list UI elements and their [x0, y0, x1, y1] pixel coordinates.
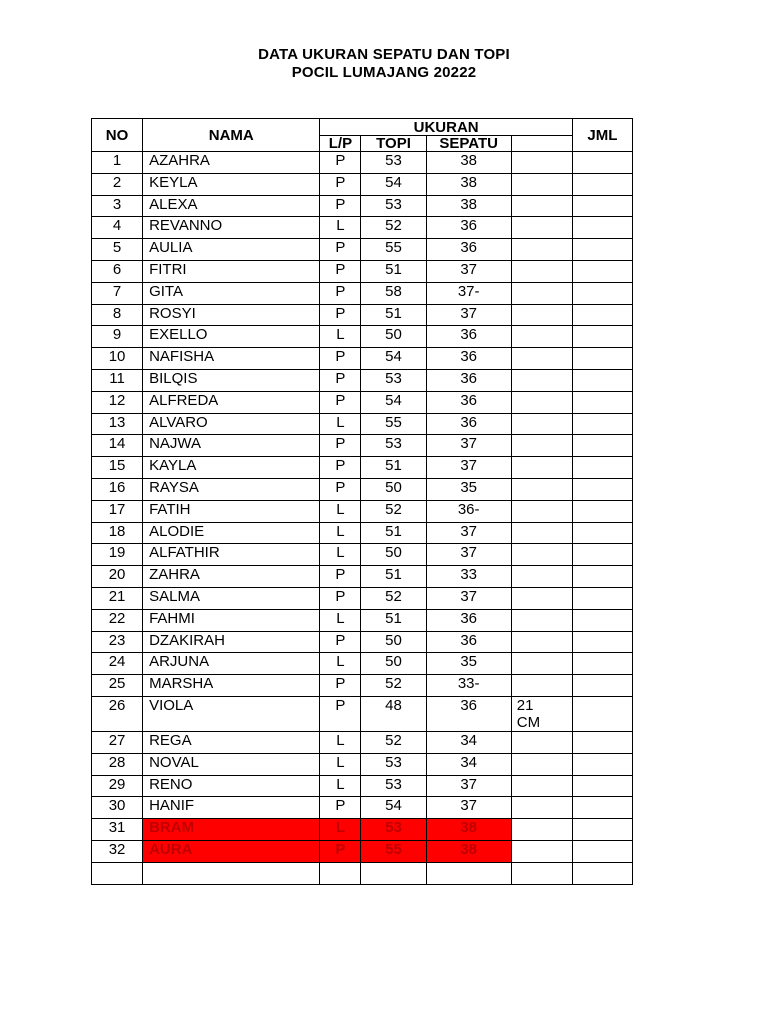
- cell-extra: [511, 152, 572, 174]
- cell-lp: L: [320, 326, 361, 348]
- cell-jml: [572, 304, 632, 326]
- cell-sepatu: 38: [426, 173, 511, 195]
- cell-lp: L: [320, 819, 361, 841]
- cell-no: 11: [92, 369, 143, 391]
- cell-topi: 55: [361, 239, 426, 261]
- cell-sepatu: 38: [426, 152, 511, 174]
- cell-lp: L: [320, 217, 361, 239]
- cell-nama: RAYSA: [143, 478, 320, 500]
- cell-no: 2: [92, 173, 143, 195]
- cell-jml: [572, 609, 632, 631]
- cell-extra: [511, 675, 572, 697]
- cell-topi: 51: [361, 457, 426, 479]
- cell-sepatu: 36: [426, 696, 511, 731]
- cell-jml: [572, 435, 632, 457]
- cell-no: 17: [92, 500, 143, 522]
- cell-no: 19: [92, 544, 143, 566]
- cell-sepatu: 36: [426, 369, 511, 391]
- cell-nama: NOVAL: [143, 753, 320, 775]
- cell-no: 8: [92, 304, 143, 326]
- cell-topi: 51: [361, 566, 426, 588]
- cell-sepatu: 38: [426, 840, 511, 862]
- cell-topi: 50: [361, 544, 426, 566]
- cell-lp: P: [320, 195, 361, 217]
- table-row: [92, 775, 633, 797]
- cell-lp: L: [320, 753, 361, 775]
- cell-extra: 21 CM: [511, 696, 572, 731]
- cell-jml: [572, 675, 632, 697]
- cell-topi: 50: [361, 631, 426, 653]
- cell-topi: 50: [361, 653, 426, 675]
- cell-lp: P: [320, 675, 361, 697]
- header-sepatu: SEPATU: [426, 136, 511, 152]
- cell-no: 7: [92, 282, 143, 304]
- table-row: [92, 457, 633, 479]
- cell-nama: BRAM: [143, 819, 320, 841]
- cell-lp: P: [320, 173, 361, 195]
- cell-no: 16: [92, 478, 143, 500]
- cell-extra: [511, 173, 572, 195]
- empty-cell: [572, 862, 632, 884]
- cell-sepatu: 36: [426, 326, 511, 348]
- cell-sepatu: 36: [426, 631, 511, 653]
- cell-sepatu: 36-: [426, 500, 511, 522]
- cell-no: 13: [92, 413, 143, 435]
- cell-extra: [511, 282, 572, 304]
- table-row: [92, 348, 633, 370]
- cell-jml: [572, 348, 632, 370]
- cell-lp: L: [320, 731, 361, 753]
- cell-no: 3: [92, 195, 143, 217]
- cell-topi: 53: [361, 819, 426, 841]
- cell-nama: MARSHA: [143, 675, 320, 697]
- cell-nama: ALFREDA: [143, 391, 320, 413]
- cell-no: 1: [92, 152, 143, 174]
- cell-no: 23: [92, 631, 143, 653]
- cell-no: 27: [92, 731, 143, 753]
- cell-nama: ALEXA: [143, 195, 320, 217]
- cell-nama: EXELLO: [143, 326, 320, 348]
- table-row: [92, 282, 633, 304]
- cell-sepatu: 34: [426, 731, 511, 753]
- cell-topi: 51: [361, 522, 426, 544]
- cell-sepatu: 37: [426, 587, 511, 609]
- cell-topi: 53: [361, 369, 426, 391]
- cell-extra: [511, 587, 572, 609]
- cell-extra: [511, 326, 572, 348]
- cell-no: 29: [92, 775, 143, 797]
- cell-sepatu: 37: [426, 260, 511, 282]
- table-row: [92, 260, 633, 282]
- cell-no: 12: [92, 391, 143, 413]
- table-row: [92, 653, 633, 675]
- cell-nama: FATIH: [143, 500, 320, 522]
- cell-topi: 54: [361, 173, 426, 195]
- cell-no: 31: [92, 819, 143, 841]
- cell-nama: SALMA: [143, 587, 320, 609]
- cell-sepatu: 33-: [426, 675, 511, 697]
- table-row: [92, 675, 633, 697]
- cell-lp: P: [320, 348, 361, 370]
- table-row: [92, 500, 633, 522]
- cell-lp: P: [320, 566, 361, 588]
- cell-sepatu: 38: [426, 819, 511, 841]
- cell-no: 22: [92, 609, 143, 631]
- cell-nama: KEYLA: [143, 173, 320, 195]
- cell-no: 4: [92, 217, 143, 239]
- cell-lp: P: [320, 435, 361, 457]
- cell-lp: P: [320, 631, 361, 653]
- cell-extra: [511, 239, 572, 261]
- cell-nama: AULIA: [143, 239, 320, 261]
- cell-nama: DZAKIRAH: [143, 631, 320, 653]
- cell-nama: VIOLA: [143, 696, 320, 731]
- cell-extra: [511, 457, 572, 479]
- table-row: [92, 731, 633, 753]
- table-row: [92, 819, 633, 841]
- cell-lp: P: [320, 391, 361, 413]
- empty-cell: [511, 862, 572, 884]
- header-ukuran: UKURAN: [320, 119, 572, 136]
- table-row: [92, 631, 633, 653]
- cell-extra: [511, 413, 572, 435]
- table-body: [92, 152, 633, 885]
- cell-sepatu: 37: [426, 775, 511, 797]
- cell-jml: [572, 239, 632, 261]
- table-row: [92, 152, 633, 174]
- cell-lp: P: [320, 282, 361, 304]
- cell-jml: [572, 413, 632, 435]
- cell-lp: L: [320, 413, 361, 435]
- cell-topi: 50: [361, 478, 426, 500]
- cell-jml: [572, 653, 632, 675]
- cell-sepatu: 36: [426, 391, 511, 413]
- cell-nama: NAJWA: [143, 435, 320, 457]
- cell-no: 21: [92, 587, 143, 609]
- cell-lp: P: [320, 587, 361, 609]
- cell-nama: ARJUNA: [143, 653, 320, 675]
- cell-extra: [511, 775, 572, 797]
- cell-jml: [572, 195, 632, 217]
- cell-sepatu: 36: [426, 217, 511, 239]
- cell-extra: [511, 217, 572, 239]
- cell-no: 32: [92, 840, 143, 862]
- cell-jml: [572, 797, 632, 819]
- table-row: [92, 304, 633, 326]
- cell-lp: P: [320, 260, 361, 282]
- cell-sepatu: 35: [426, 478, 511, 500]
- cell-sepatu: 36: [426, 609, 511, 631]
- cell-jml: [572, 217, 632, 239]
- cell-jml: [572, 731, 632, 753]
- table-row: [92, 217, 633, 239]
- cell-topi: 53: [361, 435, 426, 457]
- cell-no: 10: [92, 348, 143, 370]
- cell-no: 28: [92, 753, 143, 775]
- cell-lp: L: [320, 609, 361, 631]
- table-row: [92, 522, 633, 544]
- cell-sepatu: 37: [426, 522, 511, 544]
- cell-nama: AZAHRA: [143, 152, 320, 174]
- cell-jml: [572, 457, 632, 479]
- cell-extra: [511, 195, 572, 217]
- cell-nama: RENO: [143, 775, 320, 797]
- cell-extra: [511, 348, 572, 370]
- cell-nama: REVANNO: [143, 217, 320, 239]
- cell-no: 30: [92, 797, 143, 819]
- table-row: [92, 609, 633, 631]
- header-jml: JML: [572, 119, 632, 152]
- header-lp: L/P: [320, 136, 361, 152]
- cell-jml: [572, 753, 632, 775]
- table-row: [92, 544, 633, 566]
- cell-lp: L: [320, 544, 361, 566]
- cell-topi: 50: [361, 326, 426, 348]
- empty-cell: [143, 862, 320, 884]
- cell-nama: FITRI: [143, 260, 320, 282]
- cell-jml: [572, 840, 632, 862]
- cell-nama: BILQIS: [143, 369, 320, 391]
- cell-lp: P: [320, 478, 361, 500]
- cell-no: 6: [92, 260, 143, 282]
- header-topi: TOPI: [361, 136, 426, 152]
- cell-no: 24: [92, 653, 143, 675]
- cell-sepatu: 37: [426, 304, 511, 326]
- header-no: NO: [92, 119, 143, 152]
- table-row: [92, 369, 633, 391]
- cell-extra: [511, 653, 572, 675]
- cell-jml: [572, 326, 632, 348]
- cell-lp: L: [320, 775, 361, 797]
- cell-jml: [572, 819, 632, 841]
- cell-topi: 52: [361, 500, 426, 522]
- cell-jml: [572, 369, 632, 391]
- cell-sepatu: 37: [426, 544, 511, 566]
- cell-topi: 54: [361, 797, 426, 819]
- cell-nama: KAYLA: [143, 457, 320, 479]
- table-row: [92, 797, 633, 819]
- cell-lp: P: [320, 696, 361, 731]
- cell-no: 9: [92, 326, 143, 348]
- cell-jml: [572, 173, 632, 195]
- cell-lp: P: [320, 840, 361, 862]
- empty-cell: [320, 862, 361, 884]
- cell-extra: [511, 840, 572, 862]
- cell-no: 5: [92, 239, 143, 261]
- cell-extra: [511, 731, 572, 753]
- cell-lp: P: [320, 369, 361, 391]
- cell-extra: [511, 522, 572, 544]
- cell-jml: [572, 478, 632, 500]
- cell-extra: [511, 609, 572, 631]
- table-row: [92, 195, 633, 217]
- cell-nama: ROSYI: [143, 304, 320, 326]
- cell-extra: [511, 478, 572, 500]
- table-row: [92, 239, 633, 261]
- cell-nama: ALVARO: [143, 413, 320, 435]
- cell-extra: [511, 819, 572, 841]
- cell-lp: P: [320, 152, 361, 174]
- cell-nama: ALFATHIR: [143, 544, 320, 566]
- cell-lp: L: [320, 500, 361, 522]
- cell-sepatu: 33: [426, 566, 511, 588]
- cell-sepatu: 37: [426, 435, 511, 457]
- table-row: [92, 173, 633, 195]
- cell-extra: [511, 391, 572, 413]
- cell-topi: 52: [361, 217, 426, 239]
- empty-row: [92, 862, 633, 884]
- cell-sepatu: 34: [426, 753, 511, 775]
- cell-nama: FAHMI: [143, 609, 320, 631]
- cell-extra: [511, 797, 572, 819]
- cell-jml: [572, 544, 632, 566]
- cell-lp: P: [320, 239, 361, 261]
- cell-topi: 55: [361, 840, 426, 862]
- table-row: [92, 566, 633, 588]
- cell-topi: 54: [361, 391, 426, 413]
- cell-sepatu: 36: [426, 348, 511, 370]
- empty-cell: [426, 862, 511, 884]
- cell-nama: ZAHRA: [143, 566, 320, 588]
- cell-extra: [511, 369, 572, 391]
- cell-extra: [511, 544, 572, 566]
- table-row: [92, 696, 633, 731]
- cell-extra: [511, 631, 572, 653]
- empty-cell: [92, 862, 143, 884]
- cell-jml: [572, 500, 632, 522]
- cell-jml: [572, 152, 632, 174]
- cell-jml: [572, 587, 632, 609]
- cell-nama: NAFISHA: [143, 348, 320, 370]
- table-row: [92, 391, 633, 413]
- cell-topi: 51: [361, 260, 426, 282]
- table-row: [92, 478, 633, 500]
- header-nama: NAMA: [143, 119, 320, 152]
- cell-no: 14: [92, 435, 143, 457]
- cell-topi: 54: [361, 348, 426, 370]
- document-title: DATA UKURAN SEPATU DAN TOPI: [258, 46, 510, 63]
- cell-jml: [572, 391, 632, 413]
- cell-lp: P: [320, 304, 361, 326]
- table-row: [92, 435, 633, 457]
- cell-sepatu: 38: [426, 195, 511, 217]
- table-row: [92, 840, 633, 862]
- cell-topi: 55: [361, 413, 426, 435]
- cell-sepatu: 37: [426, 457, 511, 479]
- cell-jml: [572, 260, 632, 282]
- cell-extra: [511, 753, 572, 775]
- cell-lp: P: [320, 457, 361, 479]
- cell-jml: [572, 631, 632, 653]
- cell-jml: [572, 282, 632, 304]
- cell-nama: HANIF: [143, 797, 320, 819]
- table-row: [92, 326, 633, 348]
- cell-extra: [511, 260, 572, 282]
- cell-jml: [572, 566, 632, 588]
- cell-lp: L: [320, 522, 361, 544]
- cell-extra: [511, 435, 572, 457]
- cell-jml: [572, 522, 632, 544]
- cell-topi: 51: [361, 304, 426, 326]
- cell-topi: 53: [361, 753, 426, 775]
- cell-sepatu: 35: [426, 653, 511, 675]
- cell-topi: 52: [361, 731, 426, 753]
- cell-no: 25: [92, 675, 143, 697]
- cell-nama: GITA: [143, 282, 320, 304]
- cell-extra: [511, 500, 572, 522]
- cell-sepatu: 37-: [426, 282, 511, 304]
- cell-jml: [572, 696, 632, 731]
- table-row: [92, 753, 633, 775]
- cell-topi: 53: [361, 195, 426, 217]
- empty-cell: [361, 862, 426, 884]
- cell-nama: AURA: [143, 840, 320, 862]
- cell-topi: 52: [361, 675, 426, 697]
- table-row: [92, 587, 633, 609]
- size-table: [91, 118, 633, 885]
- header-blank: [511, 136, 572, 152]
- cell-no: 20: [92, 566, 143, 588]
- cell-topi: 53: [361, 152, 426, 174]
- cell-sepatu: 36: [426, 413, 511, 435]
- cell-no: 15: [92, 457, 143, 479]
- table-row: [92, 413, 633, 435]
- cell-topi: 58: [361, 282, 426, 304]
- cell-extra: [511, 304, 572, 326]
- cell-sepatu: 37: [426, 797, 511, 819]
- cell-jml: [572, 775, 632, 797]
- cell-nama: ALODIE: [143, 522, 320, 544]
- cell-sepatu: 36: [426, 239, 511, 261]
- cell-topi: 53: [361, 775, 426, 797]
- cell-no: 18: [92, 522, 143, 544]
- cell-lp: L: [320, 653, 361, 675]
- cell-topi: 52: [361, 587, 426, 609]
- cell-no: 26: [92, 696, 143, 731]
- cell-lp: P: [320, 797, 361, 819]
- cell-topi: 51: [361, 609, 426, 631]
- cell-nama: REGA: [143, 731, 320, 753]
- cell-extra: [511, 566, 572, 588]
- cell-topi: 48: [361, 696, 426, 731]
- document-subtitle: POCIL LUMAJANG 20222: [291, 64, 477, 81]
